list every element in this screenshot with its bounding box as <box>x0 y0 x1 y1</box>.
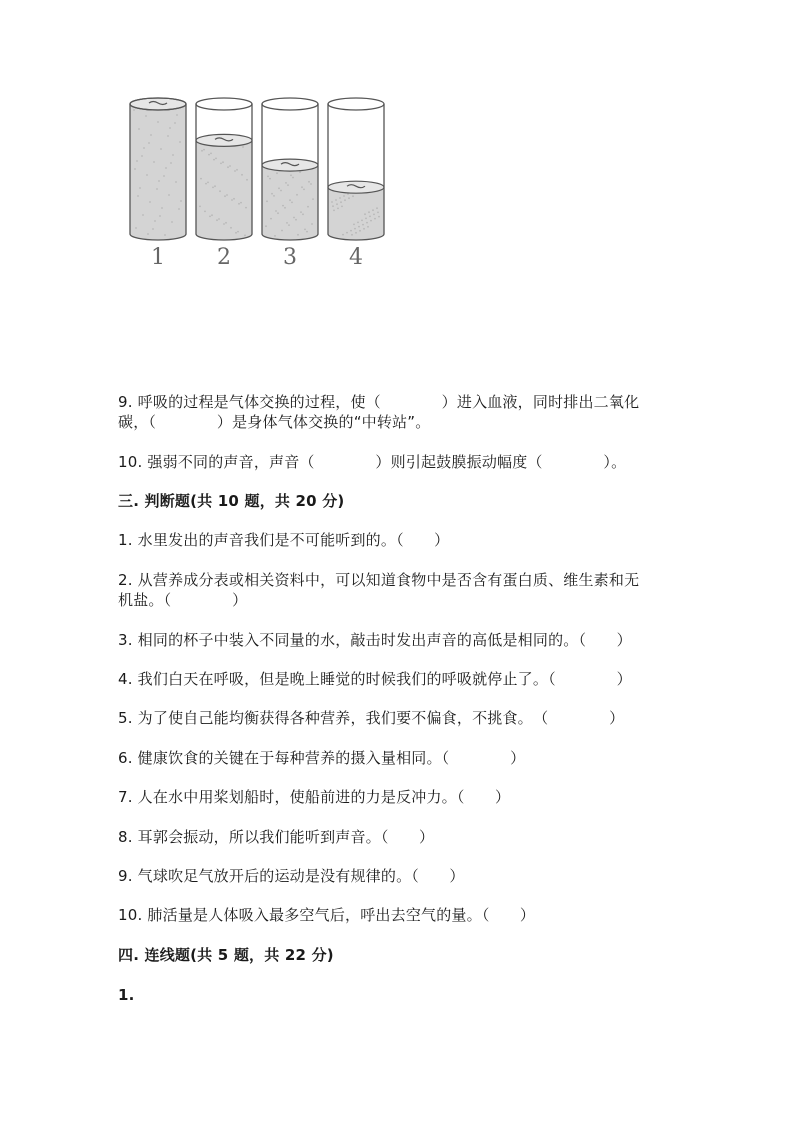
cylinder-1-water <box>130 104 186 240</box>
q10-text: 10. 强弱不同的声音，声音（ ）则引起鼓膜振动幅度（ ）。 <box>118 453 627 471</box>
judge-item-1: 1. 水里发出的声音我们是不可能听到的。（ ） <box>118 531 450 549</box>
section4-heading: 四. 连线题(共 5 题，共 22 分) <box>118 946 334 964</box>
cylinder-2-rim <box>196 98 252 110</box>
judge-item-9: 9. 气球吹足气放开后的运动是没有规律的。（ ） <box>118 867 465 885</box>
cylinder-4-rim <box>328 98 384 110</box>
judge-item-3: 3. 相同的杯子中装入不同量的水，敲击时发出声音的高低是相同的。（ ） <box>118 631 632 649</box>
cylinder-2-water <box>196 140 252 240</box>
cylinder-label-3: 3 <box>283 245 297 270</box>
section3-heading: 三. 判断题(共 10 题，共 20 分) <box>118 492 345 510</box>
cylinder-label-2: 2 <box>217 245 231 270</box>
cylinder-label-1: 1 <box>151 245 165 270</box>
cylinder-4-surface <box>328 181 384 193</box>
judge-item-10: 10. 肺活量是人体吸入最多空气后，呼出去空气的量。（ ） <box>118 906 536 924</box>
judge-item-5: 5. 为了使自己能均衡获得各种营养，我们要不偏食，不挑食。 （ ） <box>118 709 625 727</box>
cylinder-label-4: 4 <box>349 245 363 270</box>
q9-line1: 9. 呼吸的过程是气体交换的过程，使（ ）进入血液，同时排出二氧化 <box>118 393 640 411</box>
judge-item-6: 6. 健康饮食的关键在于每种营养的摄入量相同。（ ） <box>118 749 526 767</box>
section4-item-1: 1. <box>118 986 135 1004</box>
judge-item-2-line1: 2. 从营养成分表或相关资料中，可以知道食物中是否含有蛋白质、维生素和无 <box>118 571 640 589</box>
cylinder-3-rim <box>262 98 318 110</box>
q9-line2: 碳，（ ）是身体气体交换的“中转站”。 <box>118 413 431 431</box>
judge-item-2-line2: 机盐。（ ） <box>118 591 248 609</box>
cylinder-3-surface <box>262 159 318 171</box>
water-cylinders-figure <box>118 88 398 278</box>
judge-item-7: 7. 人在水中用桨划船时，使船前进的力是反冲力。（ ） <box>118 788 511 806</box>
cylinders-svg <box>118 88 398 278</box>
cylinder-3-water <box>262 165 318 240</box>
cylinder-2-surface <box>196 134 252 146</box>
judge-item-4: 4. 我们白天在呼吸，但是晚上睡觉的时候我们的呼吸就停止了。（ ） <box>118 670 632 688</box>
judge-item-8: 8. 耳郭会振动，所以我们能听到声音。（ ） <box>118 828 435 846</box>
